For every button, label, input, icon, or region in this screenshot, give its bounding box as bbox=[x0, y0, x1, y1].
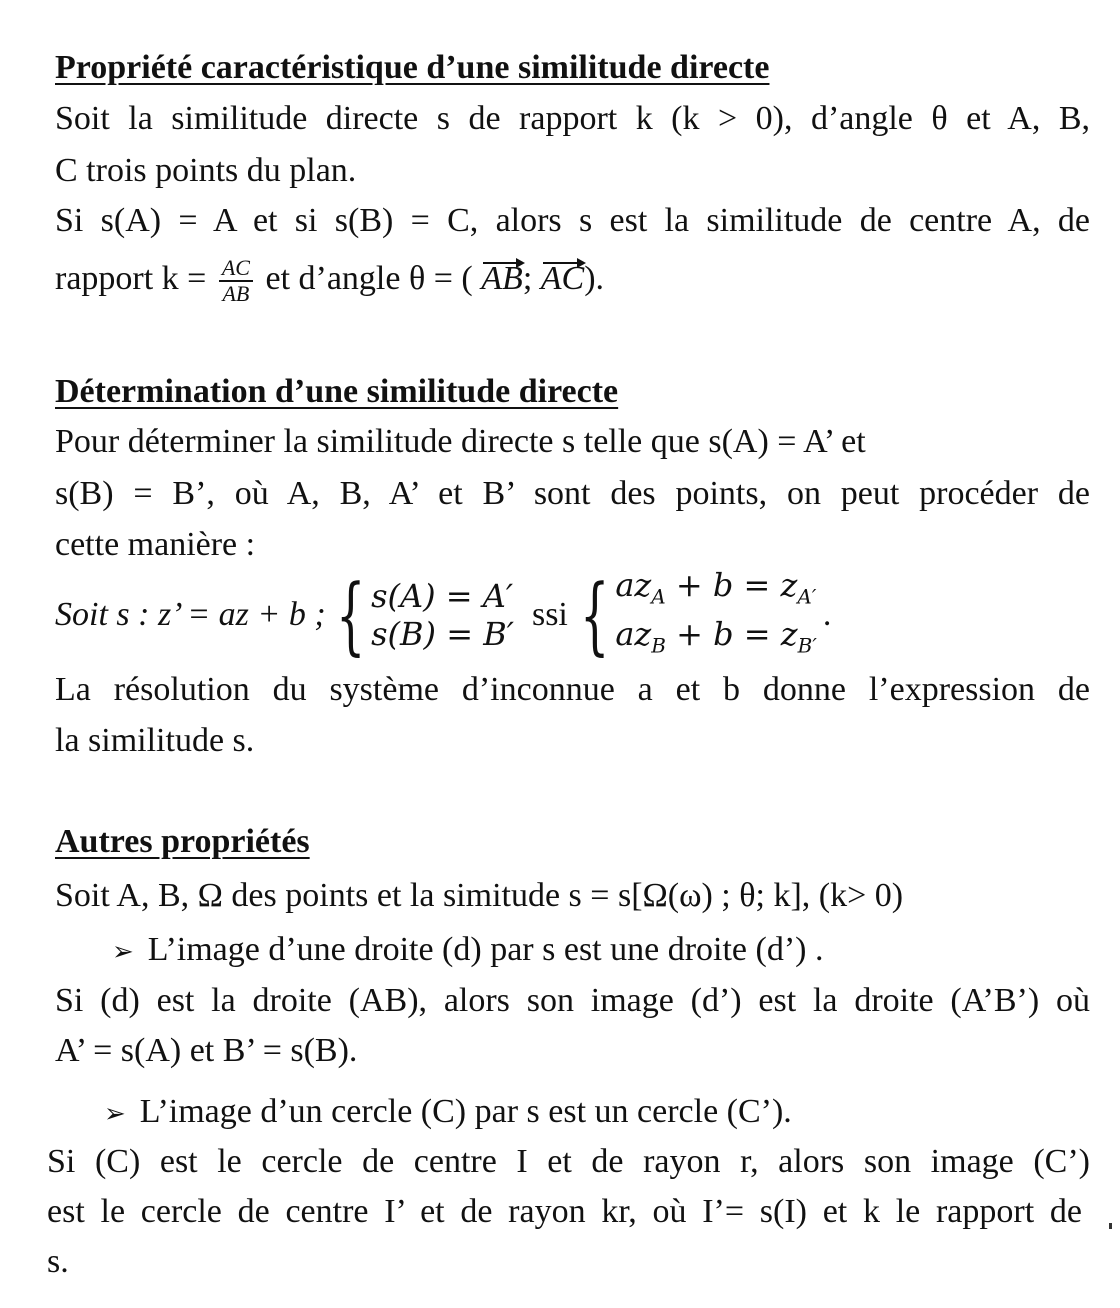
fraction-denominator: AB bbox=[222, 281, 250, 306]
section3-line3: Si (d) est la droite (AB), alors son image (d’) est la droite (A’B’) où bbox=[55, 982, 1090, 1019]
section1-line1: Soit la similitude directe s de rapport k (k > 0), d’angle θ et A, B, bbox=[55, 100, 1090, 137]
system-row: s(A) = A′ bbox=[371, 577, 514, 615]
section2-heading: Détermination d’une similitude directe bbox=[55, 373, 619, 410]
section3-line4: A’ = s(A) et B’ = s(B). bbox=[55, 1032, 358, 1069]
soit-expression: Soit s : z’ = az + b ; bbox=[55, 596, 326, 633]
section3-heading: Autres propriétés bbox=[55, 823, 310, 860]
system-equations-line bbox=[55, 565, 1090, 664]
rapport-label: rapport k = bbox=[55, 259, 207, 297]
closing-paren: ). bbox=[584, 259, 605, 297]
bullet-item: ➢ L’image d’un cercle (C) par s est un cercle (C’). bbox=[104, 1093, 792, 1130]
section3-line6: Si (C) est le cercle de centre I et de rayon r, alors son image (C’) bbox=[47, 1143, 1090, 1180]
ssi-label: ssi bbox=[531, 596, 568, 633]
ratio-fraction bbox=[219, 256, 253, 306]
vector-ac: AC bbox=[540, 259, 585, 297]
left-brace-icon: { bbox=[579, 566, 610, 664]
section3-line8: s. bbox=[47, 1243, 69, 1280]
section2-line6: la similitude s. bbox=[55, 722, 255, 759]
left-brace-icon: { bbox=[335, 566, 366, 664]
section3-line1: Soit A, B, Ω des points et la simitude s = s[Ω(ω) ; θ; k], (k> 0) bbox=[55, 877, 904, 914]
section1-line3: Si s(A) = A et si s(B) = C, alors s est la similitude de centre A, de bbox=[55, 202, 1090, 239]
bullet-item: ➢ L’image d’une droite (d) par s est une droite (d’) . bbox=[112, 931, 824, 968]
section2-line3: cette manière : bbox=[55, 526, 256, 563]
angle-label: et d’angle θ = ( bbox=[265, 259, 473, 297]
section2-line1: Pour déterminer la similitude directe s telle que s(A) = A’ et bbox=[55, 423, 866, 460]
section1-heading: Propriété caractéristique d’une similitude directe bbox=[55, 49, 770, 86]
vector-ab: AB bbox=[481, 259, 523, 297]
fraction-numerator: AC bbox=[219, 256, 253, 282]
section3-line7: est le cercle de centre I’ et de rayon kr, où I’= s(I) et k le rapport de bbox=[47, 1193, 1082, 1230]
section1-line2: C trois points du plan. bbox=[55, 152, 357, 189]
system-row: s(B) = B′ bbox=[371, 615, 514, 653]
system-row: $az_A + b = z_{A'}$ bbox=[615, 565, 817, 608]
section2-line5: La résolution du système d’inconnue a et b donne l’expression de bbox=[55, 671, 1090, 708]
vector-separator: ; bbox=[522, 259, 533, 297]
system-row: $az_B + b = z_{B'}$ bbox=[615, 615, 817, 658]
section2-line2: s(B) = B’, où A, B, A’ et B’ sont des points, on peut procéder de bbox=[55, 475, 1090, 512]
scan-mark bbox=[1109, 1223, 1112, 1229]
system-complex bbox=[574, 566, 817, 665]
arrow-bullet-icon: ➢ bbox=[112, 937, 134, 966]
arrow-bullet-icon: ➢ bbox=[104, 1099, 126, 1128]
period: . bbox=[822, 596, 832, 633]
section1-line4 bbox=[55, 256, 1090, 306]
system-images bbox=[330, 566, 514, 664]
